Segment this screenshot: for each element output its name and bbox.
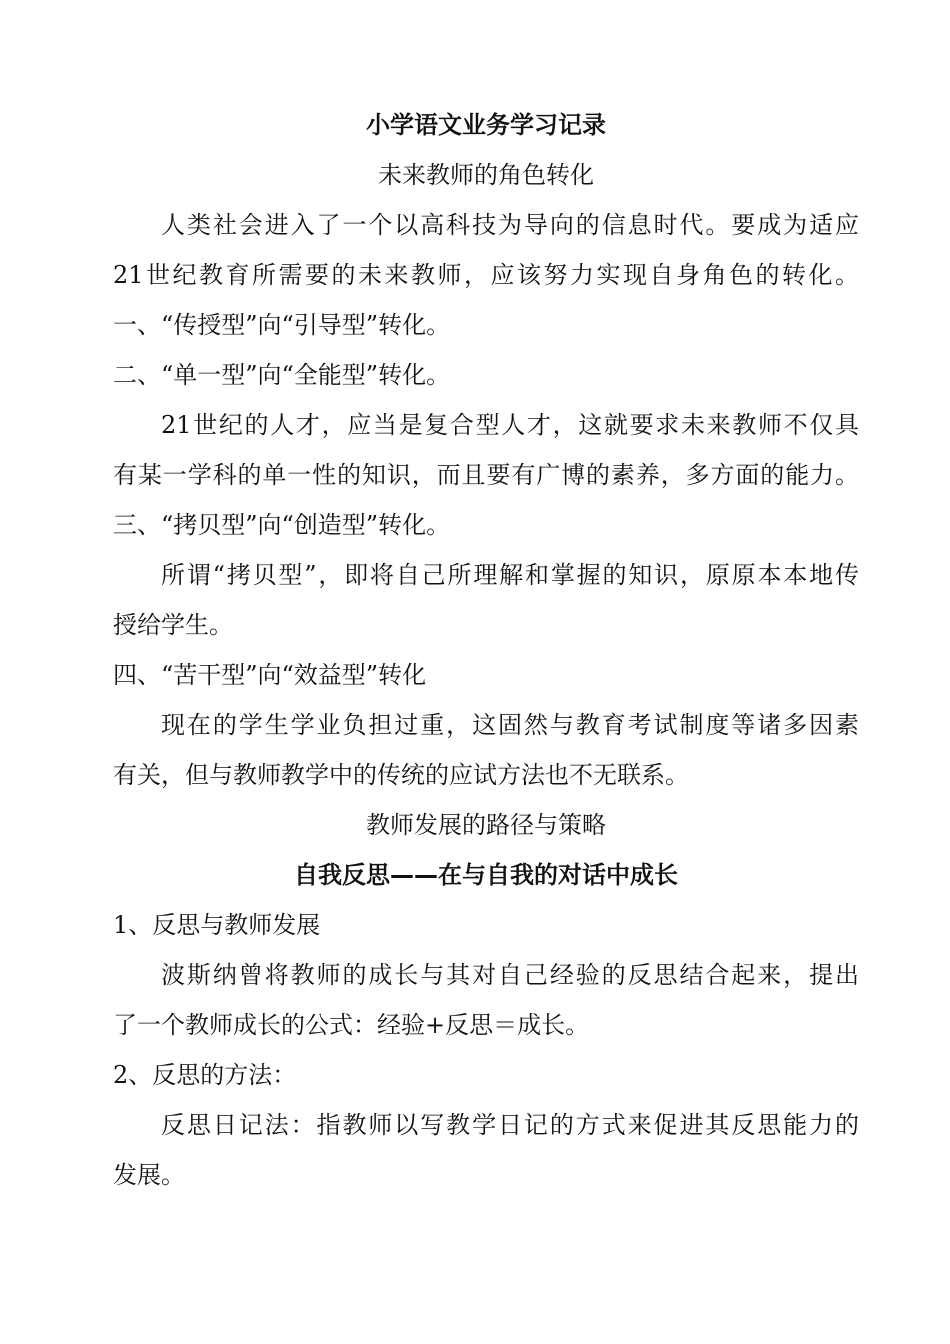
paragraph-item3-line-2: 授给学生。 — [113, 611, 233, 639]
list-item-4: 四、“苦干型”向“效益型”转化 — [113, 661, 427, 689]
document-title: 小学语文业务学习记录 — [366, 111, 606, 139]
list-item-2: 二、“单一型”向“全能型”转化。 — [113, 361, 451, 389]
paragraph-item4-line-1: 现在的学生学业负担过重，这固然与教育考试制度等诸多因素 — [161, 711, 859, 739]
paragraph-intro-line-1: 人类社会进入了一个以高科技为导向的信息时代。要成为适应 — [161, 211, 859, 239]
paragraph-item2-line-1: 21世纪的人才，应当是复合型人才，这就要求未来教师不仅具 — [161, 411, 859, 439]
paragraph-item4-line-2: 有关，但与教师教学中的传统的应试方法也不无联系。 — [113, 761, 689, 789]
point-2-heading: 2、反思的方法： — [113, 1061, 297, 1089]
section-heading-development-path: 教师发展的路径与策略 — [366, 811, 606, 839]
paragraph-item3-line-1: 所谓“拷贝型”，即将自己所理解和掌握的知识，原原本本地传 — [161, 561, 859, 589]
document-body — [113, 100, 859, 1200]
list-item-1: 一、“传授型”向“引导型”转化。 — [113, 311, 451, 339]
paragraph-point2-line-1: 反思日记法：指教师以写教学日记的方式来促进其反思能力的 — [161, 1111, 859, 1139]
section-heading-role-transformation: 未来教师的角色转化 — [378, 161, 594, 189]
paragraph-point1-line-2: 了一个教师成长的公式：经验+反思＝成长。 — [113, 1011, 590, 1039]
section-subheading-self-reflection: 自我反思——在与自我的对话中成长 — [294, 861, 678, 889]
paragraph-intro-line-2: 21世纪教育所需要的未来教师，应该努力实现自身角色的转化。 — [113, 261, 859, 289]
paragraph-item2-line-2: 有某一学科的单一性的知识，而且要有广博的素养，多方面的能力。 — [113, 461, 859, 489]
paragraph-point1-line-1: 波斯纳曾将教师的成长与其对自己经验的反思结合起来，提出 — [161, 961, 859, 989]
list-item-3: 三、“拷贝型”向“创造型”转化。 — [113, 511, 451, 539]
point-1-heading: 1、反思与教师发展 — [113, 911, 321, 939]
paragraph-point2-line-2: 发展。 — [113, 1161, 185, 1189]
